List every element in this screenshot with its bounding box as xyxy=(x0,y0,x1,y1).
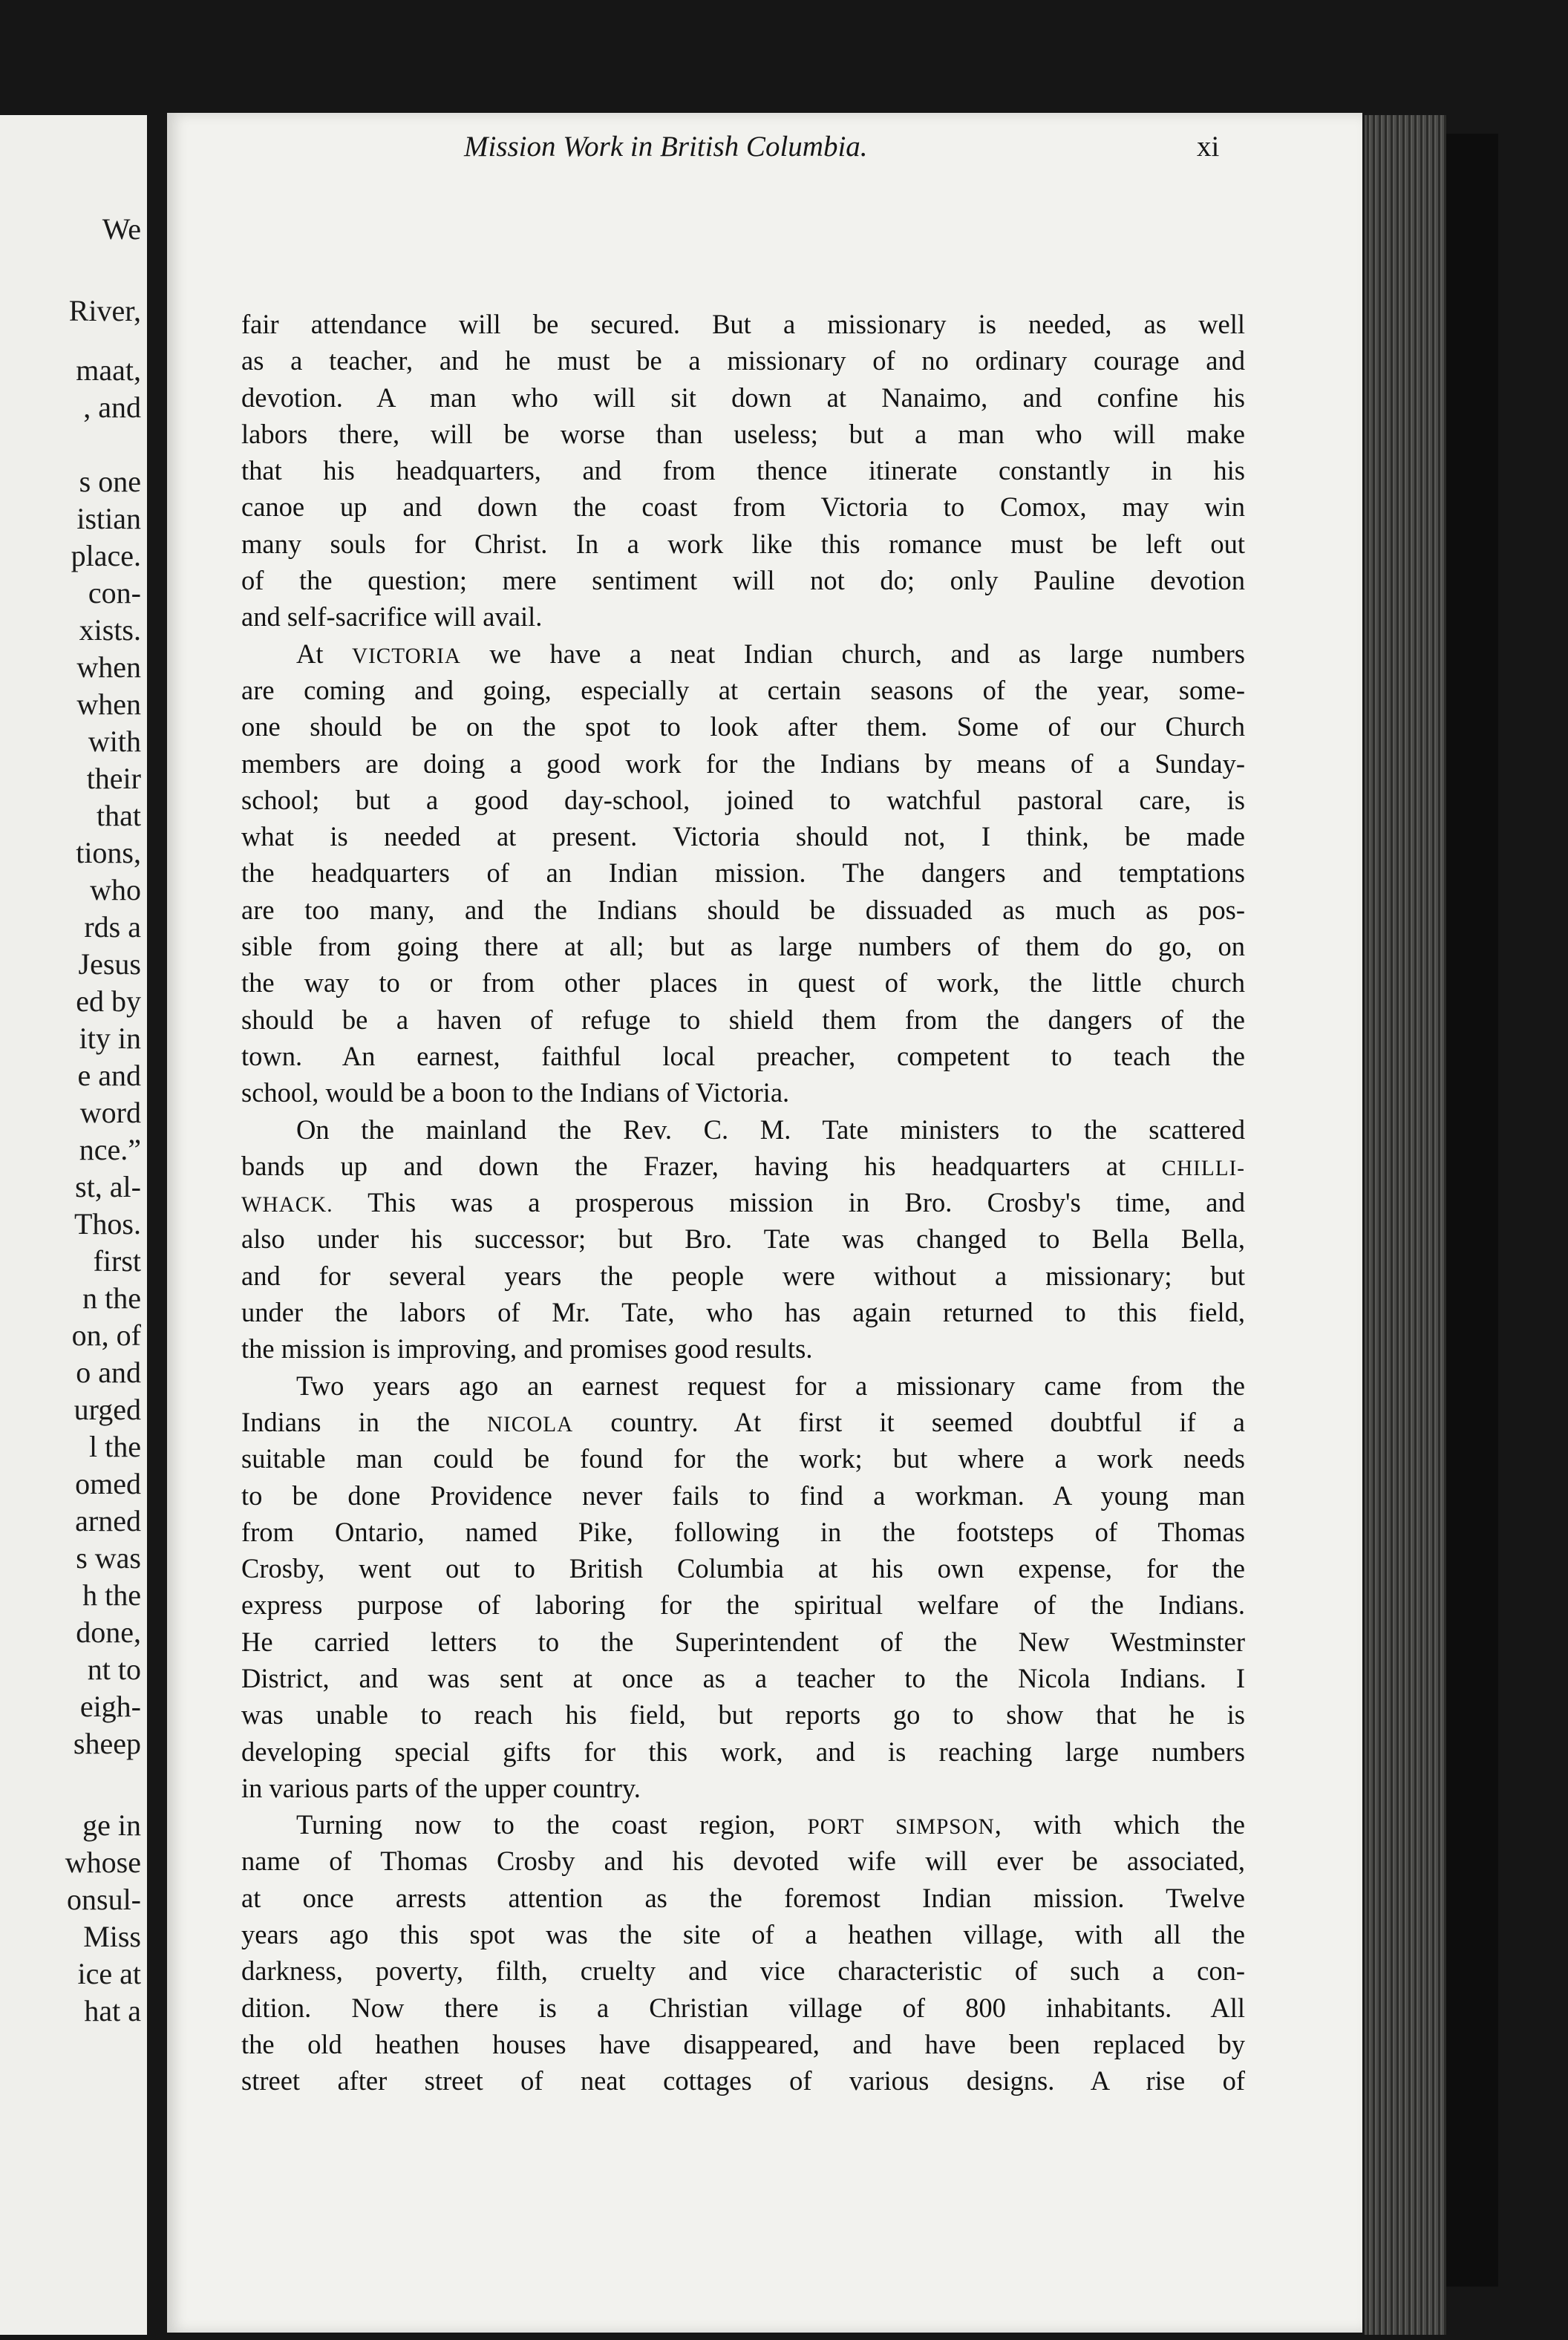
text-line: devotion. A man who will sit down at Nanaimo, and confine his xyxy=(241,382,1245,413)
text-line: at once arrests attention as the foremost Indian mission. Twelve xyxy=(241,1882,1245,1913)
text-line: suitable man could be found for the work; but where a work needs xyxy=(241,1443,1245,1474)
text-line: darkness, poverty, filth, cruelty and vice characteristic of such a con- xyxy=(241,1955,1245,1987)
text-line: should be a haven of refuge to shield them from the dangers of the xyxy=(241,1004,1245,1035)
left-page-line: with xyxy=(88,725,141,758)
text-line: street after street of neat cottages of various designs. A rise of xyxy=(241,2065,1245,2096)
text-line: the mission is improving, and promises good results. xyxy=(241,1333,813,1365)
left-page-line: xists. xyxy=(79,613,141,647)
text-line: one should be on the spot to look after them. Some of our Church xyxy=(241,711,1245,742)
text-line: from Ontario, named Pike, following in the footsteps of Thomas xyxy=(241,1516,1245,1547)
text-line: are coming and going, especially at certain seasons of the year, some- xyxy=(241,674,1245,705)
text-line: On the mainland the Rev. C. M. Tate ministers to the scattered xyxy=(296,1114,1245,1145)
text-line: name of Thomas Crosby and his devoted wife will ever be associated, xyxy=(241,1846,1245,1877)
text-line: Crosby, went out to British Columbia at his own expense, for the xyxy=(241,1553,1245,1584)
left-page-line: tions, xyxy=(76,836,141,869)
text-line: as a teacher, and he must be a missionary of no ordinary courage and xyxy=(241,345,1245,376)
text-line: and for several years the people were without a missionary; but xyxy=(241,1260,1245,1291)
text-line: labors there, will be worse than useless; but a man who will make xyxy=(241,418,1245,449)
left-page-line: omed xyxy=(75,1467,141,1500)
left-page-line: their xyxy=(86,762,141,795)
left-page-line: place. xyxy=(71,539,141,572)
left-page-line: sheep xyxy=(73,1727,141,1760)
text-line: the way to or from other places in quest of work, the little church xyxy=(241,967,1245,999)
text-line: what is needed at present. Victoria should not, I think, be made xyxy=(241,821,1245,852)
text-line: dition. Now there is a Christian village of 800 inhabitants. All xyxy=(241,1992,1245,2023)
left-page-line: con- xyxy=(88,576,141,609)
text-line: bands up and down the Frazer, having his headquarters at CHILLI- xyxy=(241,1150,1245,1181)
text-line: school, would be a boon to the Indians of Victoria. xyxy=(241,1077,790,1108)
left-page-line: hat a xyxy=(84,1994,141,2027)
left-page-line: when xyxy=(76,650,141,684)
text-line: Two years ago an earnest request for a missionary came from the xyxy=(296,1370,1245,1401)
left-page-line: rds a xyxy=(84,910,141,944)
text-line: school; but a good day-school, joined to watchful pastoral care, is xyxy=(241,784,1245,815)
page-edges xyxy=(1365,115,1446,2335)
left-page-line: when xyxy=(76,687,141,721)
text-line: that his headquarters, and from thence itinerate constantly in his xyxy=(241,455,1245,486)
text-line: in various parts of the upper country. xyxy=(241,1772,641,1803)
left-page-line: onsul- xyxy=(67,1883,141,1916)
text-line: the headquarters of an Indian mission. The dangers and temptations xyxy=(241,857,1245,889)
left-page-line: urged xyxy=(74,1393,141,1426)
left-page-line: Jesus xyxy=(78,947,141,981)
left-page-line: on, of xyxy=(71,1318,141,1352)
text-line: under the labors of Mr. Tate, who has again returned to this field, xyxy=(241,1297,1245,1328)
text-line: town. An earnest, faithful local preacher, competent to teach the xyxy=(241,1040,1245,1071)
left-page-line: nce.” xyxy=(79,1133,141,1166)
page-number: xi xyxy=(1197,131,1220,163)
text-line: Indians in the NICOLA country. At first it seemed doubtful if a xyxy=(241,1406,1245,1437)
text-line: members are doing a good work for the Indians by means of a Sunday- xyxy=(241,748,1245,779)
left-page-line: We xyxy=(102,212,141,246)
left-page-line: whose xyxy=(65,1846,141,1879)
left-page-line: arned xyxy=(75,1504,141,1537)
left-page-line: eigh- xyxy=(79,1690,141,1723)
page-title: Mission Work in British Columbia. xyxy=(464,131,868,163)
left-page-line: s one xyxy=(79,465,141,498)
left-page-line: ge in xyxy=(82,1808,141,1842)
text-line: Turning now to the coast region, PORT SIMPSON, with which the xyxy=(296,1809,1245,1840)
text-line: many souls for Christ. In a work like this romance must be left out xyxy=(241,528,1245,559)
text-line: developing special gifts for this work, and is reaching large numbers xyxy=(241,1736,1245,1767)
text-line: years ago this spot was the site of a heathen village, with all the xyxy=(241,1919,1245,1950)
body-text xyxy=(241,306,1245,2099)
text-line: and self-sacrifice will avail. xyxy=(241,601,543,633)
text-line: sible from going there at all; but as large numbers of them do go, on xyxy=(241,931,1245,962)
text-line: was unable to reach his field, but reports go to show that he is xyxy=(241,1699,1245,1731)
left-page-line: st, al- xyxy=(75,1170,141,1203)
left-page-line: Miss xyxy=(83,1920,141,1953)
text-line: the old heathen houses have disappeared, and have been replaced by xyxy=(241,2028,1245,2059)
left-page-line: done, xyxy=(76,1615,141,1649)
text-line: fair attendance will be secured. But a missionary is needed, as well xyxy=(241,309,1245,339)
text-line: also under his successor; but Bro. Tate was changed to Bella Bella, xyxy=(241,1223,1245,1255)
left-page-line: h the xyxy=(82,1578,141,1612)
left-page-line: n the xyxy=(82,1281,141,1315)
left-page-line: istian xyxy=(76,502,141,535)
text-line: to be done Providence never fails to find a workman. A young man xyxy=(241,1480,1245,1511)
left-page-line: that xyxy=(97,799,141,832)
text-line: At VICTORIA we have a neat Indian church, and as large numbers xyxy=(296,638,1246,669)
left-page-line: e and xyxy=(77,1059,141,1092)
left-page-line: word xyxy=(79,1096,141,1129)
left-page-line: , and xyxy=(83,390,141,424)
left-page-line: l the xyxy=(89,1430,141,1463)
left-page xyxy=(0,115,147,2335)
left-page-line: ice at xyxy=(77,1957,141,1990)
left-page-line: o and xyxy=(76,1356,141,1389)
book-edge-shadow xyxy=(1446,134,1498,2287)
text-line: District, and was sent at once as a teacher to the Nicola Indians. I xyxy=(241,1662,1245,1693)
text-line: canoe up and down the coast from Victoria to Comox, may win xyxy=(241,491,1245,523)
text-line: of the question; mere sentiment will not do; only Pauline devotion xyxy=(241,565,1245,596)
left-page-line: s was xyxy=(76,1541,141,1575)
left-page-line: River, xyxy=(68,294,141,327)
left-page-line: who xyxy=(90,873,141,906)
left-page-line: ed by xyxy=(76,984,141,1018)
left-page-line: ity in xyxy=(79,1022,141,1055)
text-line: WHACK. This was a prosperous mission in Bro. Crosby's time, and xyxy=(241,1187,1245,1218)
left-page-line: nt to xyxy=(87,1653,141,1686)
left-page-line: first xyxy=(93,1244,141,1278)
left-page-line: maat, xyxy=(76,353,141,387)
text-line: are too many, and the Indians should be dissuaded as much as pos- xyxy=(241,894,1245,925)
text-line: He carried letters to the Superintendent of the New Westminster xyxy=(241,1626,1245,1657)
text-line: express purpose of laboring for the spiritual welfare of the Indians. xyxy=(241,1589,1245,1621)
left-page-line: Thos. xyxy=(74,1207,141,1241)
